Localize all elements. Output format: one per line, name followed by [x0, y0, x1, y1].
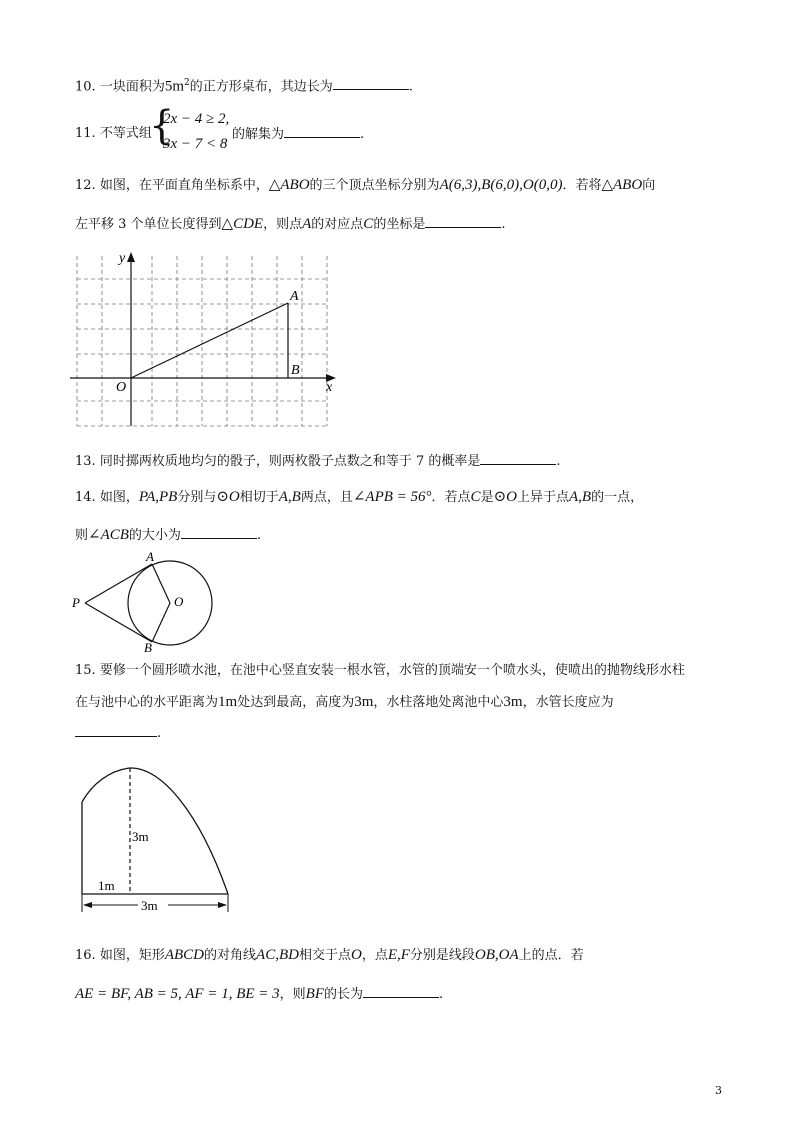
q12-coordinate-figure: [70, 248, 340, 428]
q13-number: 13.: [75, 454, 96, 469]
question-13: [75, 452, 561, 471]
q12-segment-oa: [131, 303, 288, 378]
q14-tangent-pa: [85, 564, 152, 603]
q12-grid: [77, 256, 327, 426]
q16-diagonals: AC,BD: [256, 947, 299, 963]
q10-number: 10.: [75, 79, 96, 95]
q12-label-a: A: [290, 289, 299, 304]
q14-line1-g: 上异于点: [516, 490, 569, 505]
q16-line1-d: ，点: [361, 948, 388, 963]
q13-end: .: [556, 454, 561, 469]
q15-line2-d: ，水管长度应为: [522, 695, 614, 710]
question-14-line-1: [75, 488, 643, 507]
q15-distance-1m: 1m: [218, 694, 238, 710]
q14-label-p: P: [72, 595, 80, 610]
q16-point-o: O: [350, 947, 362, 963]
q14-line1-d: 两点，且: [300, 490, 353, 505]
q12-end: .: [501, 217, 506, 232]
q15-distance-3m: 3m: [503, 694, 523, 710]
q14-label-b: B: [144, 640, 152, 655]
q14-line2-b: 的大小为: [128, 528, 181, 543]
q15-number: 15.: [75, 663, 96, 678]
q15-line2-b: 处达到最高，高度为: [237, 695, 355, 710]
q11-tail: [232, 125, 364, 144]
q12-label-b: B: [291, 363, 300, 378]
q16-rect-abcd: ABCD: [164, 947, 205, 963]
q16-conditions: AE = BF, AB = 5, AF = 1, BE = 3: [75, 986, 280, 1002]
q12-y-arrow: [127, 252, 135, 262]
q10-text-1: 一块面积为: [99, 79, 165, 95]
q12-answer-blank[interactable]: [425, 215, 501, 228]
q12-line1-a: 如图，在平面直角坐标系中，: [99, 178, 269, 193]
q16-answer-blank[interactable]: [363, 985, 439, 998]
q12-number: 12.: [75, 178, 96, 193]
q12-point-a: A: [302, 216, 312, 232]
q10-end: .: [408, 79, 413, 95]
q14-circle-o: ⊙O: [216, 489, 240, 505]
q14-tangent-pb: [85, 603, 152, 642]
q16-line1-a: 如图，矩形: [99, 948, 165, 963]
q16-line1-b: 的对角线: [204, 948, 257, 963]
q16-bf: BF: [305, 986, 324, 1002]
question-15-line-1: [75, 662, 685, 680]
question-15-line-2: [75, 693, 614, 712]
q11-number: 11.: [75, 126, 96, 141]
q16-line1-c: 相交于点: [298, 948, 351, 963]
question-15-line-3: [75, 724, 161, 743]
q14-number: 14.: [75, 490, 96, 505]
q14-line1-c: 相切于: [239, 490, 279, 505]
q12-line2-d: 的坐标是: [373, 217, 426, 232]
q14-line1-f: 是: [480, 490, 494, 505]
q15-parabola: [82, 768, 228, 894]
q15-line2-a: 在与池中心的水平距离为: [75, 695, 219, 710]
q16-number: 16.: [75, 948, 96, 963]
q12-label-x: x: [326, 380, 333, 395]
q12-triangle-cde: △CDE: [221, 216, 264, 232]
q15-label-3m-width: 3m: [141, 898, 158, 913]
q14-angle-apb: ∠APB = 56°: [352, 489, 432, 505]
q12-line1-c: ．若将: [562, 178, 602, 193]
q16-line1-e: 分别是线段: [409, 948, 475, 963]
q11-text-1: 不等式组: [99, 126, 152, 141]
q15-label-3m-height: 3m: [132, 829, 149, 844]
q15-height-3m: 3m: [354, 694, 374, 710]
q15-dim-arrow-right: [218, 902, 227, 908]
q12-line1-b: 的三个顶点坐标分别为: [309, 178, 440, 193]
q16-line2-c: 的长为: [323, 987, 363, 1002]
q10-area-sup: 2: [184, 78, 190, 88]
q14-line2-a: 则: [75, 528, 89, 543]
q15-end: .: [157, 726, 162, 741]
q12-triangle-abo-2: △ABO: [601, 177, 643, 193]
question-11: [75, 125, 152, 143]
q15-line1: 要修一个圆形喷水池，在池中心竖直安装一根水管，水管的顶端安一个喷水头，使喷出的抛物线形水柱: [99, 663, 685, 678]
q14-angle-acb: ∠ACB: [88, 527, 129, 543]
q15-label-1m: 1m: [98, 878, 115, 893]
q15-dim-arrow-left: [83, 902, 92, 908]
q12-line2-b: ，则点: [263, 217, 303, 232]
q11-text-2: 的解集为: [232, 127, 285, 142]
q15-fountain-figure: [70, 762, 240, 917]
q14-pa-pb: PA,PB: [138, 489, 178, 505]
q14-circle-o-2: ⊙O: [493, 489, 517, 505]
q12-label-y: y: [119, 251, 126, 266]
q13-text: 同时掷两枚质地均匀的骰子，则两枚骰子点数之和等于 7 的概率是: [99, 454, 481, 469]
q15-line2-c: ，水柱落地处离池中心: [373, 695, 504, 710]
q12-point-c: C: [363, 216, 374, 232]
q14-radius-oa: [152, 564, 170, 603]
q14-radius-ob: [152, 603, 170, 642]
q12-line2-a: 左平移 3 个单位长度得到: [75, 217, 222, 232]
question-12-line-2: [75, 215, 505, 234]
q14-points-ab: A,B: [278, 489, 301, 505]
q11-system-brace: {: [149, 103, 175, 149]
q12-triangle-abo: △ABO: [268, 177, 310, 193]
q11-inequality-1: 2x − 4 ≥ 2,: [163, 111, 230, 127]
q16-segments: OB,OA: [474, 947, 519, 963]
q12-label-o: O: [116, 380, 127, 395]
q12-coordinates: A(6,3),B(6,0),O(0,0): [439, 177, 563, 193]
q12-line1-d: 向: [642, 178, 656, 193]
q16-line1-f: 上的点．若: [518, 948, 584, 963]
q10-answer-blank[interactable]: [333, 77, 409, 90]
question-10: [75, 74, 413, 96]
q14-line1-a: 如图，: [99, 490, 139, 505]
q11-end: .: [360, 127, 365, 142]
q10-text-2: 的正方形桌布，其边长为: [189, 79, 333, 95]
q14-line1-h: 的一点，: [591, 490, 644, 505]
q14-label-o: O: [174, 594, 184, 609]
q14-points-ab-2: A,B: [569, 489, 592, 505]
question-14-line-2: [75, 526, 261, 545]
q16-points-ef: E,F: [387, 947, 410, 963]
q13-answer-blank[interactable]: [480, 452, 556, 465]
q14-line1-b: 分别与: [177, 490, 217, 505]
question-12-line-1: [75, 176, 655, 195]
q16-end: .: [439, 987, 444, 1002]
q16-line2-b: ，则: [279, 987, 306, 1002]
q14-tangent-figure: [70, 548, 220, 653]
q14-label-a: A: [146, 549, 154, 564]
q14-end: .: [256, 528, 262, 543]
q14-line1-e: ．若点: [431, 490, 471, 505]
q11-inequality-2: 3x − 7 < 8: [163, 136, 228, 152]
q15-answer-blank[interactable]: [75, 724, 157, 737]
q11-answer-blank[interactable]: [284, 125, 360, 138]
q14-point-c: C: [470, 489, 481, 505]
page-number: 3: [715, 1084, 722, 1097]
q10-area: 5m: [164, 78, 185, 95]
q12-line2-c: 的对应点: [311, 217, 364, 232]
question-16-line-1: [75, 946, 584, 965]
q14-answer-blank[interactable]: [181, 526, 257, 539]
question-16-line-2: [75, 985, 443, 1004]
